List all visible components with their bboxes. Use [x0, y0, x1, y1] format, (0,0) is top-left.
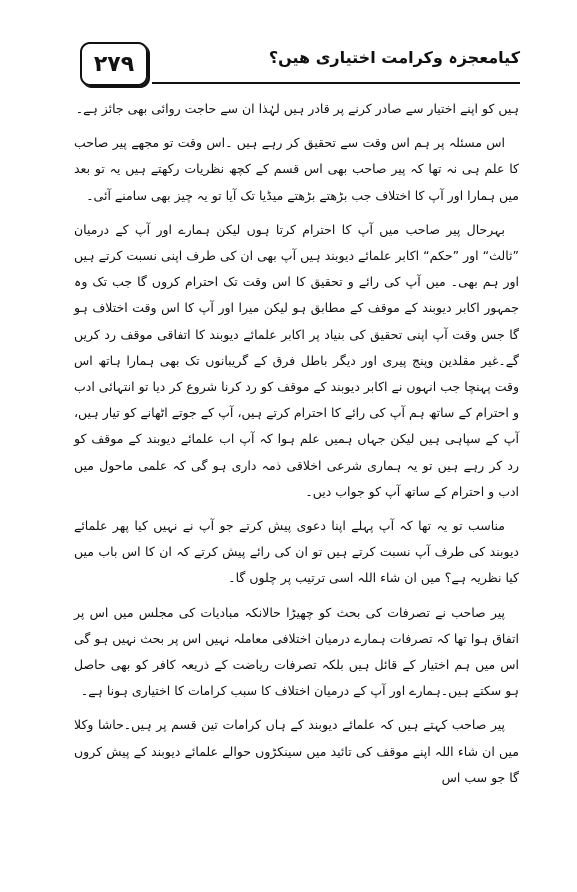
paragraph-6: پیر صاحب کہتے ہیں کہ علمائے دیوبند کے ہاں کرامات تین قسم پر ہیں۔حاشا وکلا میں ان شاء اللہ اپنے موقف کی تائید میں سینکڑوں حوالے علمائے دیوبند کے پیش کروں گا جو سب اس [74, 717, 519, 785]
paragraph-5: پیر صاحب نے تصرفات کی بحث کو چھیڑا حالانکہ مبادیات کی مجلس میں اس پر اتفاق ہوا تھا کہ تصرفات ہمارے درمیان اختلافی معاملہ نہیں اس پر بحث نہیں ہو گی اس میں ہم اختیار کے قائل ہیں بلکہ تصرفات ریاضت کے ذریعہ کافر کو بھی حاصل ہو سکتے ہیں۔ہمارے اور آپ کے درمیان اختلاف کا سبب کرامات کا اختیاری ہونا ہے۔ [74, 604, 519, 699]
paragraph-4: مناسب تو یہ تھا کہ آپ پہلے اپنا دعوی پیش کرتے جو آپ نے نہیں کیا پھر علمائے دیوبند کی طرف آپ نسبت کرتے ہیں تو ان کی رائے پیش کرتے کہ ان کا اس باب میں کیا نظریہ ہے؟ میں ان شاء اللہ اسی ترتیب پر چلوں گا۔ [74, 518, 519, 586]
paragraph-3: بہرحال پیر صاحب میں آپ کا احترام کرتا ہوں لیکن ہمارے اور آپ کے درمیان ”ثالث“ اور ”حکم“ اکابر علمائے دیوبند ہیں آپ بھی ان کی طرف اپنی نسبت کرتے ہیں اور ہم بھی۔ میں آپ کی رائے و تحقیق کا اس وقت تک احترام کروں گا جب تک وہ جمہور اکابر دیوبند کے موقف کے مطابق ہو لیکن میرا اور آپ کا اس وقت اختلاف ہو گا جس وقت آپ اپنی تحقیق کی بنیاد پر اکابر علمائے دیوبند کا اتفاقی موقف رد کریں گے۔غیر مقلدین وپنج پیری اور دیگر باطل فرق کے گریبانوں تک بھی ہمارا ہاتھ اس وقت پہنچا جب انہوں نے اکابر دیوبند کے موقف کو رد کرنا شروع کر دیا تو انتہائی ادب و احترام کے ساتھ ہم آپ کی رائے کا احترام کرتے ہیں، آپ کے جوتے اٹھانے کو تیار ہیں، آپ کے سپاہی ہیں لیکن جہاں ہمیں علم ہوا کہ آپ اب علمائے دیوبند کے موقف کو رد کر رہے ہیں تو یہ ہماری شرعی اخلاقی ذمہ داری ہو گی کہ علمی ماحول میں ادب و احترام کے ساتھ آپ کو جواب دیں۔ [74, 221, 519, 499]
paragraph-2: اس مسئلہ پر ہم اس وقت سے تحقیق کر رہے ہیں ۔اس وقت تو مجھے پیر صاحب کا علم ہی نہ تھا کہ پیر صاحب بھی اس قسم کے کچھ نظریات رکھتے ہیں یہ تو بعد میں ہمارا اور آپ کا اختلاف جب بڑھتے بڑھتے میڈیا تک آیا تو یہ چیز بھی سامنے آئی۔ [74, 135, 519, 203]
page-number-box [80, 42, 148, 86]
paragraph-1: ہیں کو اپنے اختیار سے صادر کرنے پر قادر ہیں لہٰذا ان سے حاجت روائی بھی جائز ہے۔ [75, 101, 519, 116]
page-header [80, 42, 520, 86]
body-text [74, 96, 519, 799]
running-title: کیامعجزہ وکرامت اختیاری ھیں؟ [268, 48, 520, 67]
header-rule [152, 82, 520, 84]
page-number: ۲۷۹ [93, 51, 135, 77]
